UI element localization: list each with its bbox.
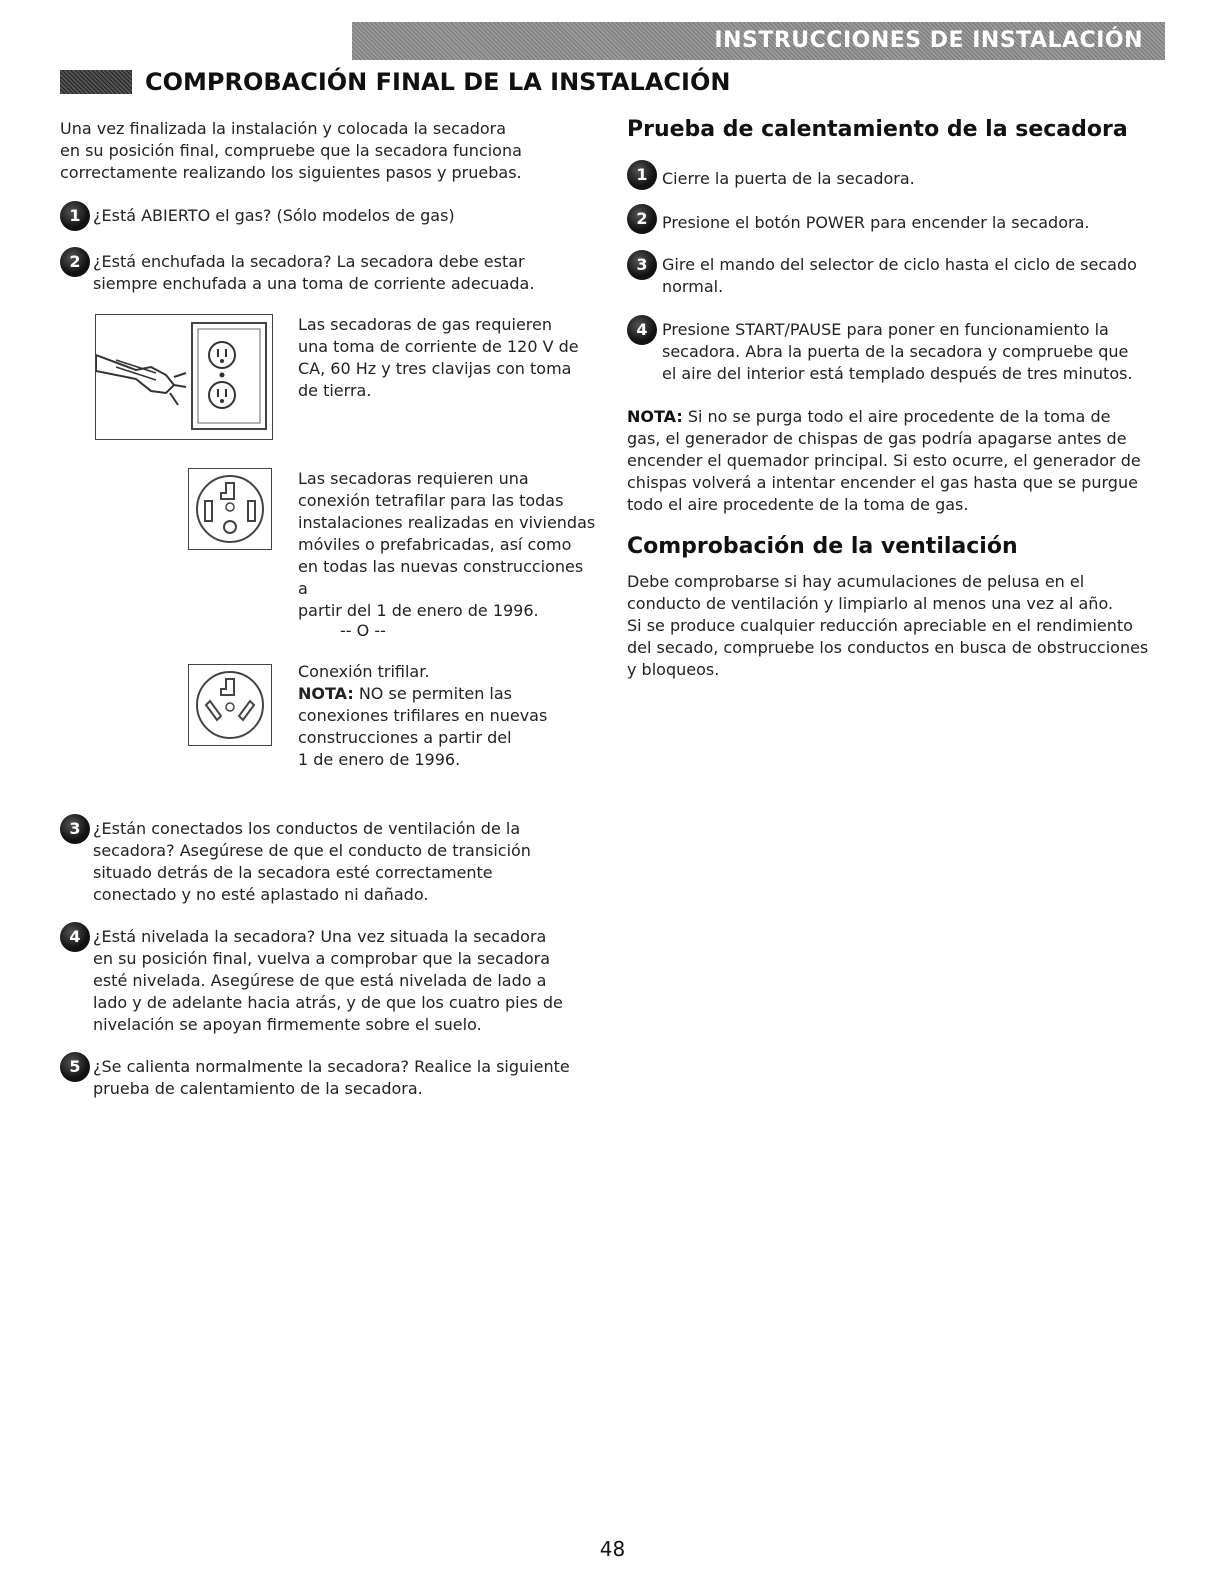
intro-line: correctamente realizando los siguientes pasos y pruebas. <box>60 163 522 182</box>
intro-line: Una vez finalizada la instalación y colocada la secadora <box>60 119 507 138</box>
gas-outlet-caption <box>298 314 598 402</box>
step-line: secadora? Asegúrese de que el conducto de transición <box>93 841 531 860</box>
step-line: el aire del interior está templado después de tres minutos. <box>662 364 1133 383</box>
caption-line: construcciones a partir del <box>298 728 512 747</box>
heat-step-4 <box>627 315 1187 385</box>
three-prong-receptacle-icon <box>189 665 271 745</box>
step-line: nivelación se apoyan firmemente sobre el suelo. <box>93 1015 482 1034</box>
caption-line: CA, 60 Hz y tres clavijas con toma <box>298 359 572 378</box>
check-step-5 <box>60 1052 590 1100</box>
step-line: siempre enchufada a una toma de corriente adecuada. <box>93 274 535 293</box>
note-line: gas, el generador de chispas de gas podría apagarse antes de <box>627 429 1127 448</box>
step-line: ¿Se calienta normalmente la secadora? Realice la siguiente <box>93 1057 570 1076</box>
caption-line: Las secadoras de gas requieren <box>298 315 553 334</box>
figure-four-wire <box>188 468 272 550</box>
heat-step-3 <box>627 250 1187 300</box>
or-separator: -- O -- <box>340 621 386 640</box>
step-text <box>93 926 593 1036</box>
heat-test-heading: Prueba de calentamiento de la secadora <box>627 117 1128 142</box>
caption-line: móviles o prefabricadas, así como <box>298 535 572 554</box>
four-wire-caption <box>298 468 598 622</box>
caption-line: conexiones trifilares en nuevas <box>298 706 548 725</box>
step-line: conectado y no esté aplastado ni dañado. <box>93 885 429 904</box>
figure-gas-outlet <box>95 314 273 440</box>
title-marker <box>60 70 132 94</box>
step-number-badge: 5 <box>60 1052 90 1082</box>
note-text: NO se permiten las <box>353 684 513 703</box>
caption-line: conexión tetrafilar para las todas <box>298 491 564 510</box>
step-number-badge: 1 <box>60 201 90 231</box>
step-number-badge: 3 <box>60 814 90 844</box>
check-step-2 <box>60 247 590 293</box>
step-line: esté nivelada. Asegúrese de que está nivelada de lado a <box>93 971 547 990</box>
vent-check-paragraph <box>627 571 1192 681</box>
page-number: 48 <box>599 1537 626 1561</box>
caption-line: en todas las nuevas construcciones a <box>298 557 584 598</box>
heat-step-2 <box>627 204 1187 238</box>
section-banner <box>352 22 1165 60</box>
step-line: secadora. Abra la puerta de la secadora y compruebe que <box>662 342 1129 361</box>
vent-line: Si se produce cualquier reducción apreciable en el rendimiento <box>627 616 1133 635</box>
intro-line: en su posición final, compruebe que la secadora funciona <box>60 141 522 160</box>
step-line: situado detrás de la secadora esté correctamente <box>93 863 493 882</box>
step-line: normal. <box>662 277 724 296</box>
step-line: lado y de adelante hacia atrás, y de que los cuatro pies de <box>93 993 563 1012</box>
caption-line: instalaciones realizadas en viviendas <box>298 513 596 532</box>
step-number-badge: 4 <box>627 315 657 345</box>
vent-line: y bloqueos. <box>627 660 720 679</box>
caption-line: Conexión trifilar. <box>298 662 430 681</box>
step-line: ¿Está ABIERTO el gas? (Sólo modelos de gas) <box>93 206 455 225</box>
check-step-1 <box>60 201 590 233</box>
step-number-badge: 2 <box>60 247 90 277</box>
vent-line: conducto de ventilación y limpiarlo al menos una vez al año. <box>627 594 1114 613</box>
step-line: en su posición final, vuelva a comprobar que la secadora <box>93 949 551 968</box>
step-text <box>662 212 1182 234</box>
intro-paragraph <box>60 118 580 184</box>
caption-line: 1 de enero de 1996. <box>298 750 461 769</box>
page-title: COMPROBACIÓN FINAL DE LA INSTALACIÓN <box>145 68 731 96</box>
step-line: Gire el mando del selector de ciclo hasta el ciclo de secado <box>662 255 1137 274</box>
note-line: todo el aire procedente de la toma de gas. <box>627 495 969 514</box>
three-wire-caption <box>298 661 598 771</box>
step-line: ¿Están conectados los conductos de ventilación de la <box>93 819 521 838</box>
figure-three-wire <box>188 664 272 746</box>
step-line: Cierre la puerta de la secadora. <box>662 169 915 188</box>
check-step-3 <box>60 814 590 906</box>
note-line: chispas volverá a intentar encender el gas hasta que se purgue <box>627 473 1138 492</box>
step-text <box>93 1056 593 1100</box>
caption-line: una toma de corriente de 120 V de <box>298 337 579 356</box>
vent-check-heading: Comprobación de la ventilación <box>627 534 1018 559</box>
four-prong-receptacle-icon <box>189 469 271 549</box>
step-text <box>93 205 593 227</box>
step-text <box>662 254 1182 298</box>
gas-purge-note <box>627 406 1192 516</box>
caption-line: partir del 1 de enero de 1996. <box>298 601 539 620</box>
note-label: NOTA: <box>298 684 354 703</box>
step-line: ¿Está enchufada la secadora? La secadora debe estar <box>93 252 525 271</box>
step-number-badge: 3 <box>627 250 657 280</box>
step-number-badge: 2 <box>627 204 657 234</box>
step-number-badge: 4 <box>60 922 90 952</box>
vent-line: del secado, compruebe los conductos en busca de obstrucciones <box>627 638 1149 657</box>
vent-line: Debe comprobarse si hay acumulaciones de pelusa en el <box>627 572 1085 591</box>
step-line: prueba de calentamiento de la secadora. <box>93 1079 423 1098</box>
step-line: Presione el botón POWER para encender la secadora. <box>662 213 1090 232</box>
step-line: ¿Está nivelada la secadora? Una vez situada la secadora <box>93 927 547 946</box>
step-line: Presione START/PAUSE para poner en funcionamiento la <box>662 320 1109 339</box>
note-label: NOTA: <box>627 407 683 426</box>
banner-text: INSTRUCCIONES DE INSTALACIÓN <box>714 28 1143 53</box>
step-text <box>93 251 593 295</box>
note-line: encender el quemador principal. Si esto ocurre, el generador de <box>627 451 1141 470</box>
plug-outlet-icon <box>96 315 272 439</box>
step-text <box>662 168 1182 190</box>
note-text: Si no se purga todo el aire procedente de la toma de <box>682 407 1111 426</box>
step-number-badge: 1 <box>627 160 657 190</box>
caption-line: Las secadoras requieren una <box>298 469 529 488</box>
heat-step-1 <box>627 160 1187 194</box>
caption-note-line <box>298 683 598 705</box>
step-text <box>93 818 593 906</box>
check-step-4 <box>60 922 590 1034</box>
caption-line: de tierra. <box>298 381 372 400</box>
step-text <box>662 319 1182 385</box>
note-first-line <box>627 406 1192 428</box>
